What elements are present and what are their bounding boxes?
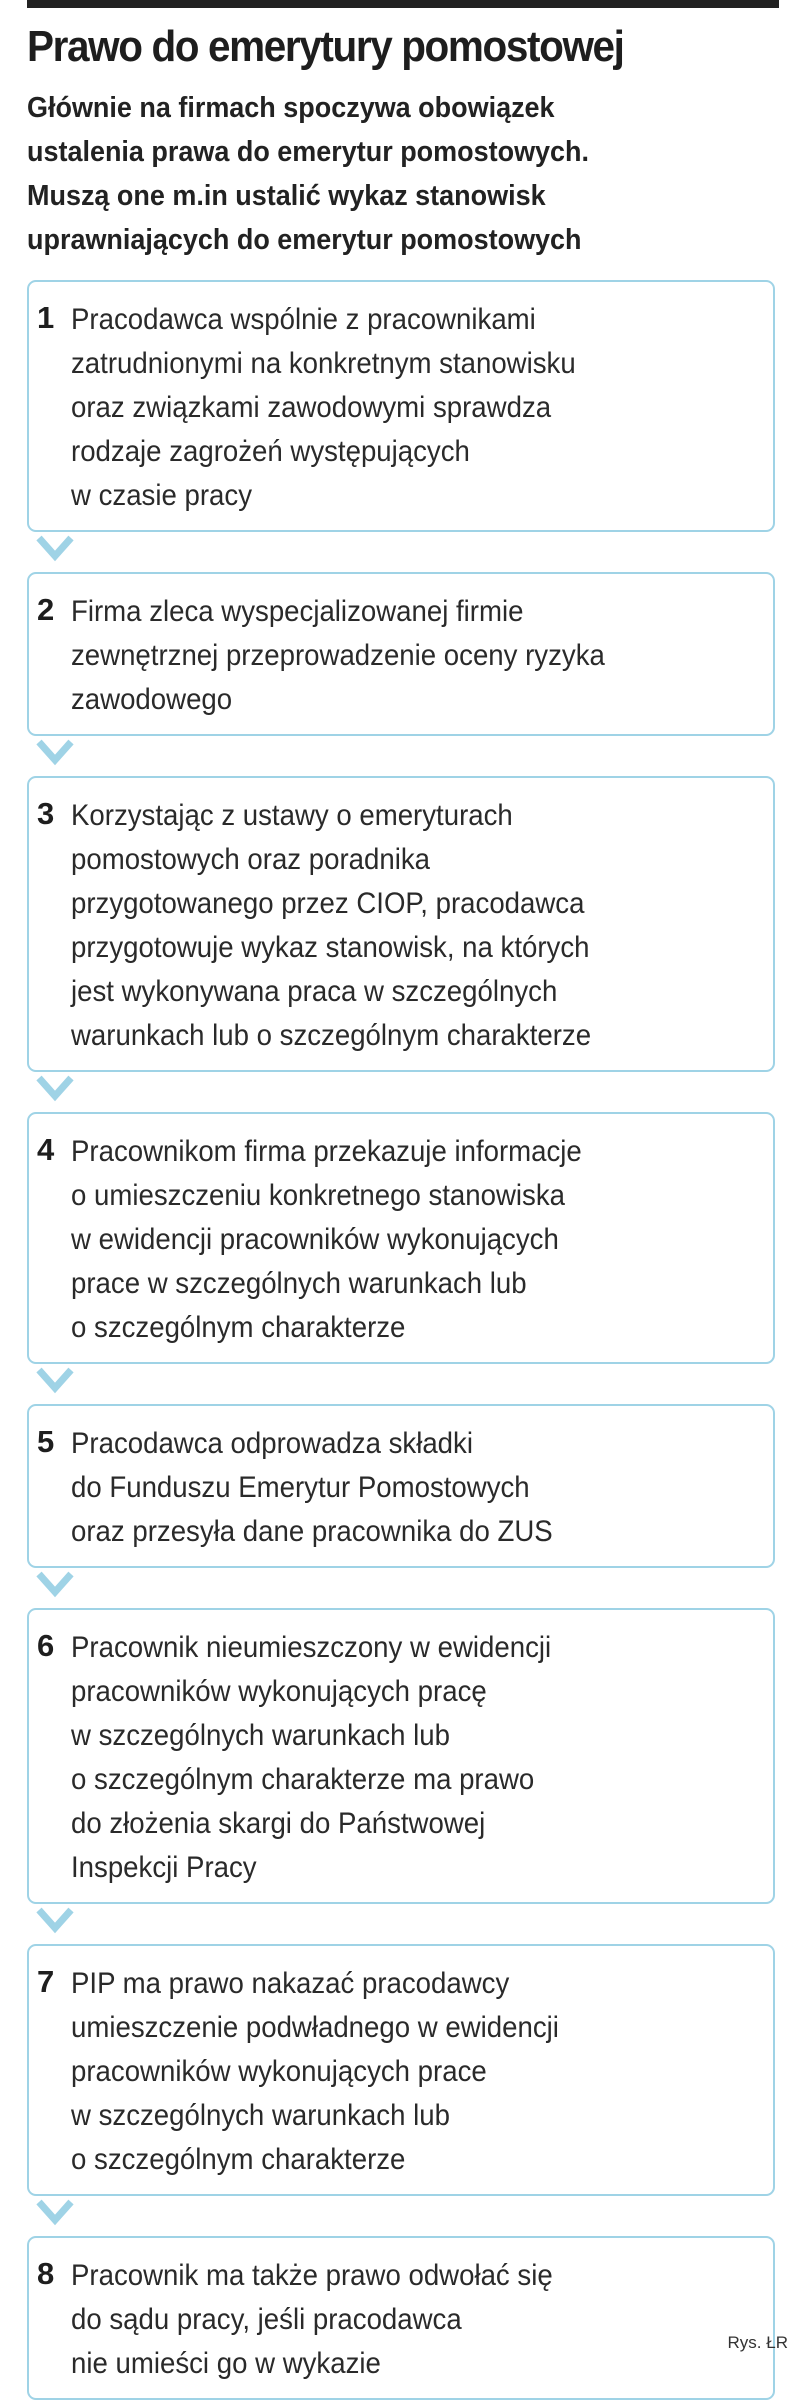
step-text <box>71 794 704 1058</box>
step-line: rodzaje zagrożeń występujących <box>71 435 470 468</box>
step-line: Pracodawca wspólnie z pracownikami <box>71 303 536 336</box>
step-line: warunkach lub o szczególnym charakterze <box>71 1019 592 1052</box>
step-number: 5 <box>37 1424 55 1459</box>
step-number: 3 <box>37 796 55 831</box>
step-box-6 <box>27 1608 775 1904</box>
step-line: nie umieści go w wykazie <box>71 2347 381 2380</box>
step-number: 6 <box>37 1628 55 1663</box>
step-line: w szczególnych warunkach lub <box>71 2099 450 2132</box>
step-line: Inspekcji Pracy <box>71 1851 257 1884</box>
step-text <box>71 1962 704 2182</box>
step-line: pracowników wykonujących prace <box>71 2055 487 2088</box>
step-text <box>71 1130 704 1350</box>
step-line: zawodowego <box>71 683 233 716</box>
step-text <box>71 298 704 518</box>
step-line: Pracownik nieumieszczony w ewidencji <box>71 1631 552 1664</box>
step-number: 2 <box>37 592 55 627</box>
step-text <box>71 590 704 722</box>
step-line: PIP ma prawo nakazać pracodawcy <box>71 1967 510 2000</box>
page-title: Prawo do emerytury pomostowej <box>27 22 624 71</box>
step-line: pomostowych oraz poradnika <box>71 843 431 876</box>
step-line: do sądu pracy, jeśli pracodawca <box>71 2303 462 2336</box>
step-line: zatrudnionymi na konkretnym stanowisku <box>71 347 576 380</box>
step-line: jest wykonywana praca w szczególnych <box>71 975 558 1008</box>
step-number: 4 <box>37 1132 55 1167</box>
step-line: umieszczenie podwładnego w ewidencji <box>71 2011 559 2044</box>
step-line: o szczególnym charakterze <box>71 1311 406 1344</box>
step-text <box>71 1422 704 1554</box>
top-rule <box>27 0 779 8</box>
step-line: Firma zleca wyspecjalizowanej firmie <box>71 595 524 628</box>
chevron-down-icon <box>35 1070 75 1102</box>
credit: Rys. ŁR <box>727 2333 788 2352</box>
step-box-7 <box>27 1944 775 2196</box>
step-number: 1 <box>37 300 55 335</box>
subtitle <box>27 86 762 262</box>
chevron-down-icon <box>35 1566 75 1598</box>
step-line: do złożenia skargi do Państwowej <box>71 1807 486 1840</box>
step-line: prace w szczególnych warunkach lub <box>71 1267 527 1300</box>
step-line: do Funduszu Emerytur Pomostowych <box>71 1471 530 1504</box>
subtitle-line: uprawniających do emerytur pomostowych <box>27 224 582 256</box>
step-box-1 <box>27 280 775 532</box>
step-text <box>71 1626 704 1890</box>
step-line: Pracodawca odprowadza składki <box>71 1427 473 1460</box>
step-line: przygotowanego przez CIOP, pracodawca <box>71 887 585 920</box>
chevron-down-icon <box>35 530 75 562</box>
step-line: o umieszczeniu konkretnego stanowiska <box>71 1179 565 1212</box>
step-line: w ewidencji pracowników wykonujących <box>71 1223 559 1256</box>
step-line: zewnętrznej przeprowadzenie oceny ryzyka <box>71 639 605 672</box>
chevron-down-icon <box>35 2194 75 2226</box>
step-number: 7 <box>37 1964 55 1999</box>
chevron-down-icon <box>35 734 75 766</box>
step-box-5 <box>27 1404 775 1568</box>
step-text <box>71 2254 704 2386</box>
subtitle-line: Muszą one m.in ustalić wykaz stanowisk <box>27 180 546 212</box>
step-line: Korzystając z ustawy o emeryturach <box>71 799 513 832</box>
step-line: oraz związkami zawodowymi sprawdza <box>71 391 552 424</box>
step-number: 8 <box>37 2256 55 2291</box>
step-line: w szczególnych warunkach lub <box>71 1719 450 1752</box>
chevron-down-icon <box>35 1902 75 1934</box>
step-line: przygotowuje wykaz stanowisk, na których <box>71 931 590 964</box>
step-line: oraz przesyła dane pracownika do ZUS <box>71 1515 553 1548</box>
step-line: pracowników wykonujących pracę <box>71 1675 487 1708</box>
step-line: o szczególnym charakterze ma prawo <box>71 1763 535 1796</box>
step-line: w czasie pracy <box>71 479 252 512</box>
step-line: Pracownik ma także prawo odwołać się <box>71 2259 553 2292</box>
step-box-2 <box>27 572 775 736</box>
subtitle-line: ustalenia prawa do emerytur pomostowych. <box>27 136 590 168</box>
step-box-8 <box>27 2236 775 2400</box>
step-box-4 <box>27 1112 775 1364</box>
subtitle-line: Głównie na firmach spoczywa obowiązek <box>27 92 555 124</box>
step-line: o szczególnym charakterze <box>71 2143 406 2176</box>
step-line: Pracownikom firma przekazuje informacje <box>71 1135 582 1168</box>
chevron-down-icon <box>35 1362 75 1394</box>
step-box-3 <box>27 776 775 1072</box>
